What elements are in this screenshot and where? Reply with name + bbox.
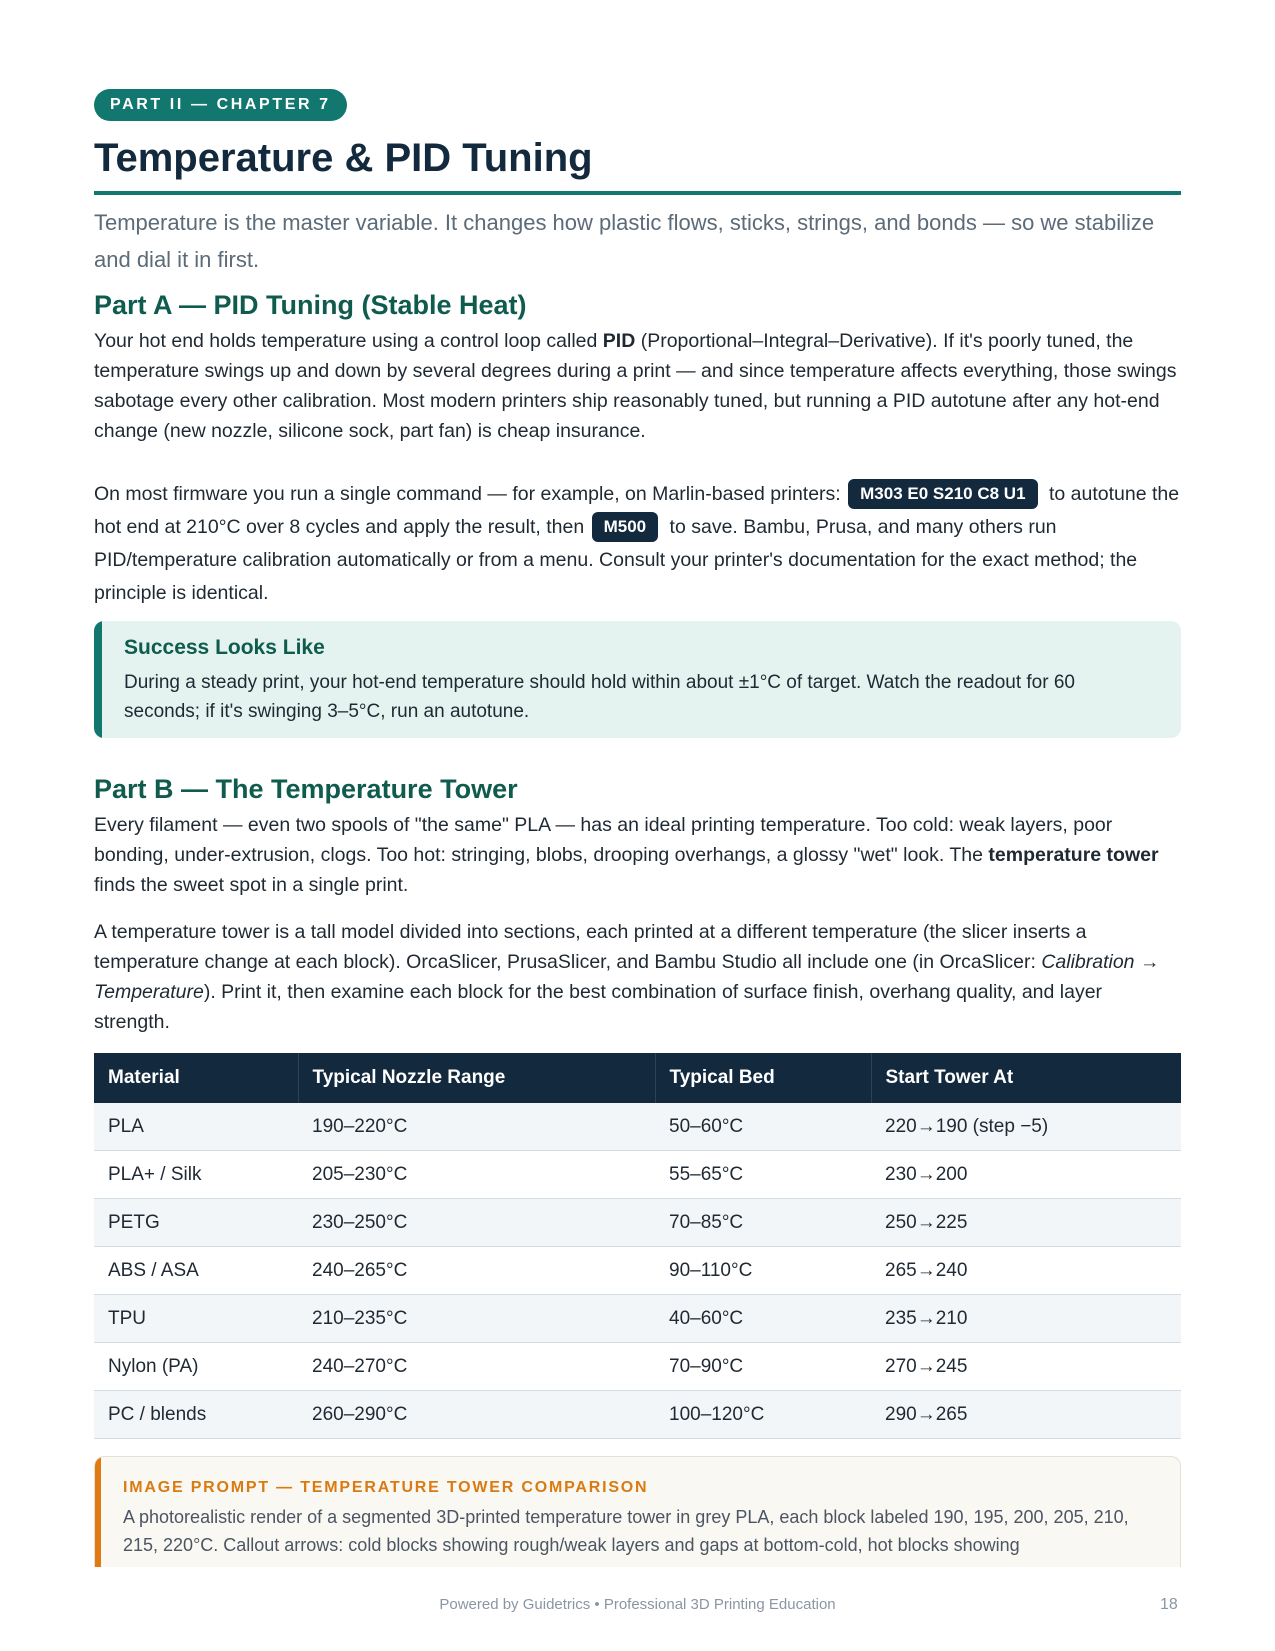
lead-paragraph: Temperature is the master variable. It changes how plastic flows, sticks, strings, and bonds — so we stabilize and dial it in first. bbox=[94, 210, 1155, 272]
cell-nozzle-range: 240–270°C bbox=[298, 1343, 655, 1391]
cell-start-tower: 250→225 bbox=[871, 1199, 1181, 1247]
text-run: On most firmware you run a single command — for example, on Marlin-based printers: bbox=[94, 483, 847, 505]
cell-material: TPU bbox=[94, 1295, 298, 1343]
cell-start-tower: 290→265 bbox=[871, 1391, 1181, 1439]
cell-start-tower: 265→240 bbox=[871, 1247, 1181, 1295]
table-row bbox=[94, 1247, 1181, 1295]
page-footer: Powered by Guidetrics • Professional 3D Printing Education bbox=[439, 1596, 836, 1613]
cell-material: ABS / ASA bbox=[94, 1247, 298, 1295]
text-run: (Proportional–Integral–Derivative). If it's poorly tuned, the temperature swings up and down by several degrees during a print — and since temperature affects everything, those swings sabotage every other calibration. Most modern printers ship reasonably tuned, but running a PID autotune after any hot-end change (new nozzle, silicone sock, part fan) is cheap insurance. bbox=[94, 330, 1177, 442]
cell-material: PETG bbox=[94, 1199, 298, 1247]
callout-accent-bar bbox=[95, 1457, 101, 1567]
part-b-paragraph-2 bbox=[94, 917, 1181, 1037]
section-heading-part-b: Part B — The Temperature Tower bbox=[94, 774, 518, 804]
code-save-command: M500 bbox=[592, 512, 659, 542]
cell-nozzle-range: 240–265°C bbox=[298, 1247, 655, 1295]
text-run: Your hot end holds temperature using a control loop called bbox=[94, 330, 603, 352]
bold-term-temperature-tower: temperature tower bbox=[988, 844, 1159, 866]
text-run: A temperature tower is a tall model divided into sections, each printed at a different temperature (the slicer inserts a temperature change at each block). OrcaSlicer, PrusaSlicer, and Bambu Studio all include one (in OrcaSlicer: bbox=[94, 921, 1087, 973]
cell-nozzle-range: 210–235°C bbox=[298, 1295, 655, 1343]
image-prompt-callout bbox=[94, 1456, 1181, 1567]
cell-start-tower: 230→200 bbox=[871, 1151, 1181, 1199]
code-autotune-command: M303 E0 S210 C8 U1 bbox=[848, 479, 1037, 509]
cell-bed: 90–110°C bbox=[655, 1247, 871, 1295]
image-prompt-text: A photorealistic render of a segmented 3D-printed temperature tower in grey PLA, each block labeled 190, 195, 200, 205, 210, 215, 220°C. Callout arrows: cold blocks showing rough/weak layers and gaps at bottom-cold, hot blocks showing bbox=[123, 1507, 1129, 1555]
cell-bed: 70–85°C bbox=[655, 1199, 871, 1247]
cell-material: PLA+ / Silk bbox=[94, 1151, 298, 1199]
table-row bbox=[94, 1103, 1181, 1151]
temperature-table bbox=[94, 1053, 1181, 1439]
text-run: finds the sweet spot in a single print. bbox=[94, 874, 409, 896]
cell-bed: 40–60°C bbox=[655, 1295, 871, 1343]
success-callout-text: During a steady print, your hot-end temperature should hold within about ±1°C of target. Watch the readout for 60 seconds; if it's swinging 3–5°C, run an autotune. bbox=[124, 672, 1075, 722]
cell-nozzle-range: 190–220°C bbox=[298, 1103, 655, 1151]
part-a-paragraph-2 bbox=[94, 478, 1181, 610]
text-run: Every filament — even two spools of "the same" PLA — has an ideal printing temperature. Too cold: weak layers, poor bonding, under-extrusion, clogs. Too hot: stringing, blobs, drooping overhangs, a glossy "wet" look. The bbox=[94, 814, 1113, 866]
title-divider bbox=[94, 191, 1181, 195]
cell-bed: 100–120°C bbox=[655, 1391, 871, 1439]
bold-term-pid: PID bbox=[602, 330, 636, 352]
cell-start-tower: 220→190 (step −5) bbox=[871, 1103, 1181, 1151]
cell-start-tower: 270→245 bbox=[871, 1343, 1181, 1391]
column-header-bed: Typical Bed bbox=[655, 1053, 871, 1103]
table-header-row bbox=[94, 1053, 1181, 1103]
section-heading-part-a: Part A — PID Tuning (Stable Heat) bbox=[94, 290, 527, 320]
cell-bed: 55–65°C bbox=[655, 1151, 871, 1199]
chapter-badge: PART II — CHAPTER 7 bbox=[94, 89, 347, 121]
part-a-paragraph-1 bbox=[94, 326, 1181, 446]
table-row bbox=[94, 1295, 1181, 1343]
page-number: 18 bbox=[1160, 1596, 1178, 1613]
text-run: ). Print it, then examine each block for the best combination of surface finish, overhang quality, and layer strength. bbox=[94, 981, 1103, 1033]
italic-menu-path: Calibration → Temperature bbox=[94, 951, 1160, 1003]
column-header-material: Material bbox=[94, 1053, 298, 1103]
part-b-paragraph-1 bbox=[94, 810, 1181, 900]
cell-material: PC / blends bbox=[94, 1391, 298, 1439]
table-row bbox=[94, 1151, 1181, 1199]
table-row bbox=[94, 1391, 1181, 1439]
cell-nozzle-range: 260–290°C bbox=[298, 1391, 655, 1439]
table-row bbox=[94, 1199, 1181, 1247]
cell-nozzle-range: 205–230°C bbox=[298, 1151, 655, 1199]
image-prompt-title: IMAGE PROMPT — TEMPERATURE TOWER COMPARISON bbox=[123, 1479, 649, 1496]
cell-bed: 50–60°C bbox=[655, 1103, 871, 1151]
callout-accent-bar bbox=[94, 621, 102, 738]
text-run: to save. Bambu, Prusa, and many others run PID/temperature calibration automatically or from a menu. Consult your printer's documentation for the exact method; the principle is identical. bbox=[94, 516, 1138, 604]
page-title: Temperature & PID Tuning bbox=[94, 136, 593, 180]
success-callout-title: Success Looks Like bbox=[124, 636, 325, 659]
cell-bed: 70–90°C bbox=[655, 1343, 871, 1391]
text-run: to autotune the hot end at 210°C over 8 cycles and apply the result, then bbox=[94, 483, 1180, 538]
column-header-nozzle-range: Typical Nozzle Range bbox=[298, 1053, 655, 1103]
success-callout bbox=[94, 621, 1181, 738]
cell-start-tower: 235→210 bbox=[871, 1295, 1181, 1343]
cell-material: Nylon (PA) bbox=[94, 1343, 298, 1391]
table-row bbox=[94, 1343, 1181, 1391]
column-header-start-tower: Start Tower At bbox=[871, 1053, 1181, 1103]
cell-material: PLA bbox=[94, 1103, 298, 1151]
cell-nozzle-range: 230–250°C bbox=[298, 1199, 655, 1247]
